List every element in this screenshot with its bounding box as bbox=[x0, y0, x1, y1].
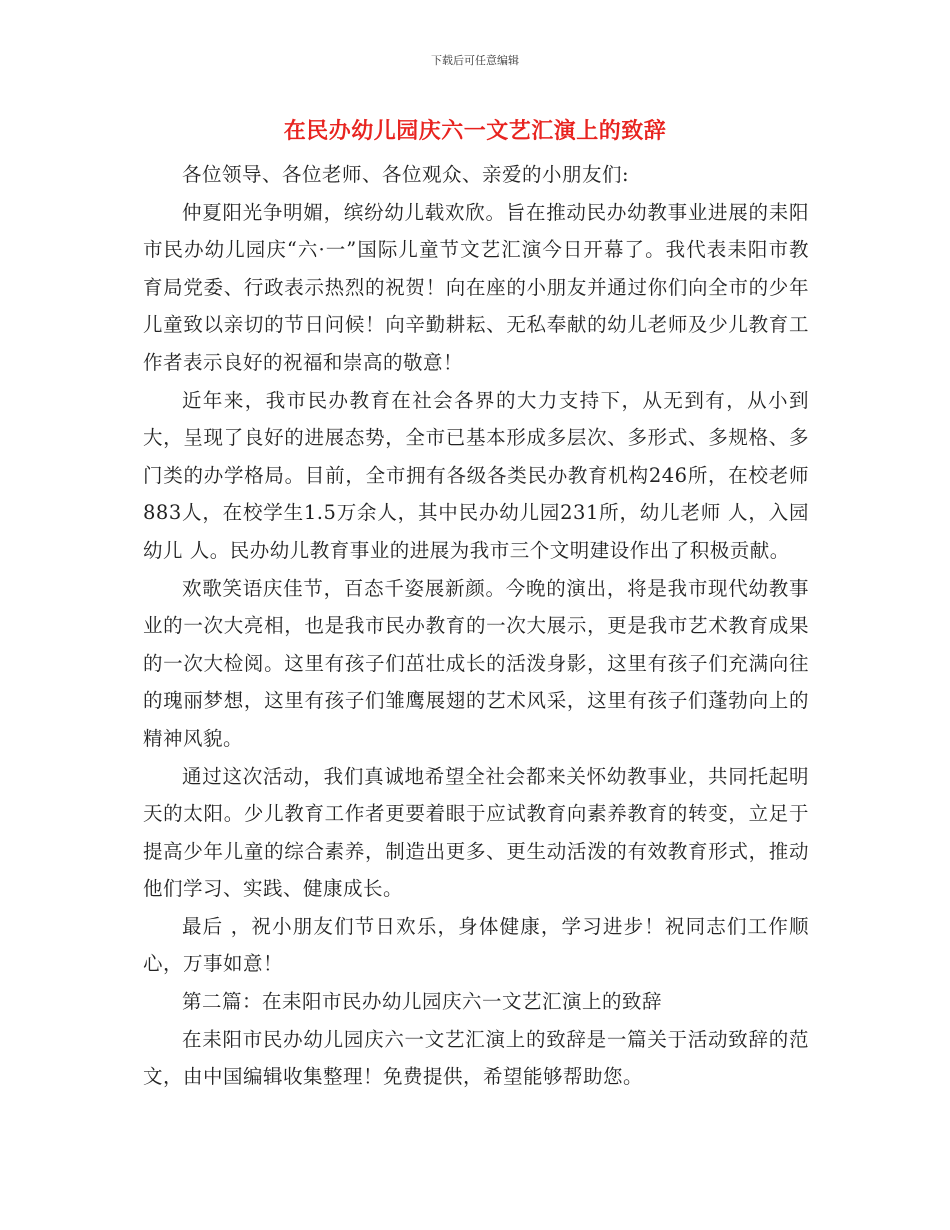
section-heading: 第二篇：在耒阳市民办幼儿园庆六一文艺汇演上的致辞 bbox=[182, 990, 663, 1014]
closing-paragraph: 最后 ，祝小朋友们节日欢乐，身体健康，学习进步！祝同志们工作顺心，万事如意！ bbox=[143, 914, 809, 976]
body-paragraph: 通过这次活动，我们真诚地希望全社会都来关怀幼教事业，共同托起明天的太阳。少儿教育工作者更要着眼于应试教育向素养教育的转变，立足于提高少年儿童的综合素养，制造出更多、更生动活泼的有效教育形式，推动他们学习、实践、健康成长。 bbox=[143, 764, 809, 901]
page-header-note: 下载后可任意编辑 bbox=[431, 54, 519, 67]
body-paragraph: 近年来，我市民办教育在社会各界的大力支持下，从无到有，从小到大，呈现了良好的进展态势，全市已基本形成多层次、多形式、多规格、多门类的办学格局。目前，全市拥有各级各类民办教育机构246所，在校老师883人，在校学生1.5万余人，其中民办幼儿园231所，幼儿老师 人，入园幼儿 人。民办幼儿教育事业的进展为我市三个文明建设作出了积极贡献。 bbox=[143, 388, 809, 562]
body-paragraph: 欢歌笑语庆佳节，百态千姿展新颜。今晚的演出，将是我市现代幼教事业的一次大亮相，也是我市民办教育的一次大展示，更是我市艺术教育成果的一次大检阅。这里有孩子们茁壮成长的活泼身影，这里有孩子们充满向往的瑰丽梦想，这里有孩子们雏鹰展翅的艺术风采，这里有孩子们蓬勃向上的精神风貌。 bbox=[143, 576, 809, 750]
document-title: 在民办幼儿园庆六一文艺汇演上的致辞 bbox=[283, 119, 667, 144]
body-paragraph: 在耒阳市民办幼儿园庆六一文艺汇演上的致辞是一篇关于活动致辞的范文，由中国编辑收集整理！免费提供，希望能够帮助您。 bbox=[143, 1027, 809, 1089]
salutation-paragraph: 各位领导、各位老师、各位观众、亲爱的小朋友们: bbox=[182, 163, 630, 186]
document-body bbox=[143, 156, 809, 1096]
body-paragraph: 仲夏阳光争明媚，缤纷幼儿载欢欣。旨在推动民办幼教事业进展的耒阳市民办幼儿园庆“六·一”国际儿童节文艺汇演今日开幕了。我代表耒阳市教育局党委、行政表示热烈的祝贺！向在座的小朋友并通过你们向全市的少年儿童致以亲切的节日问候！向辛勤耕耘、无私奉献的幼儿老师及少儿教育工作者表示良好的祝福和崇高的敬意！ bbox=[143, 200, 809, 374]
